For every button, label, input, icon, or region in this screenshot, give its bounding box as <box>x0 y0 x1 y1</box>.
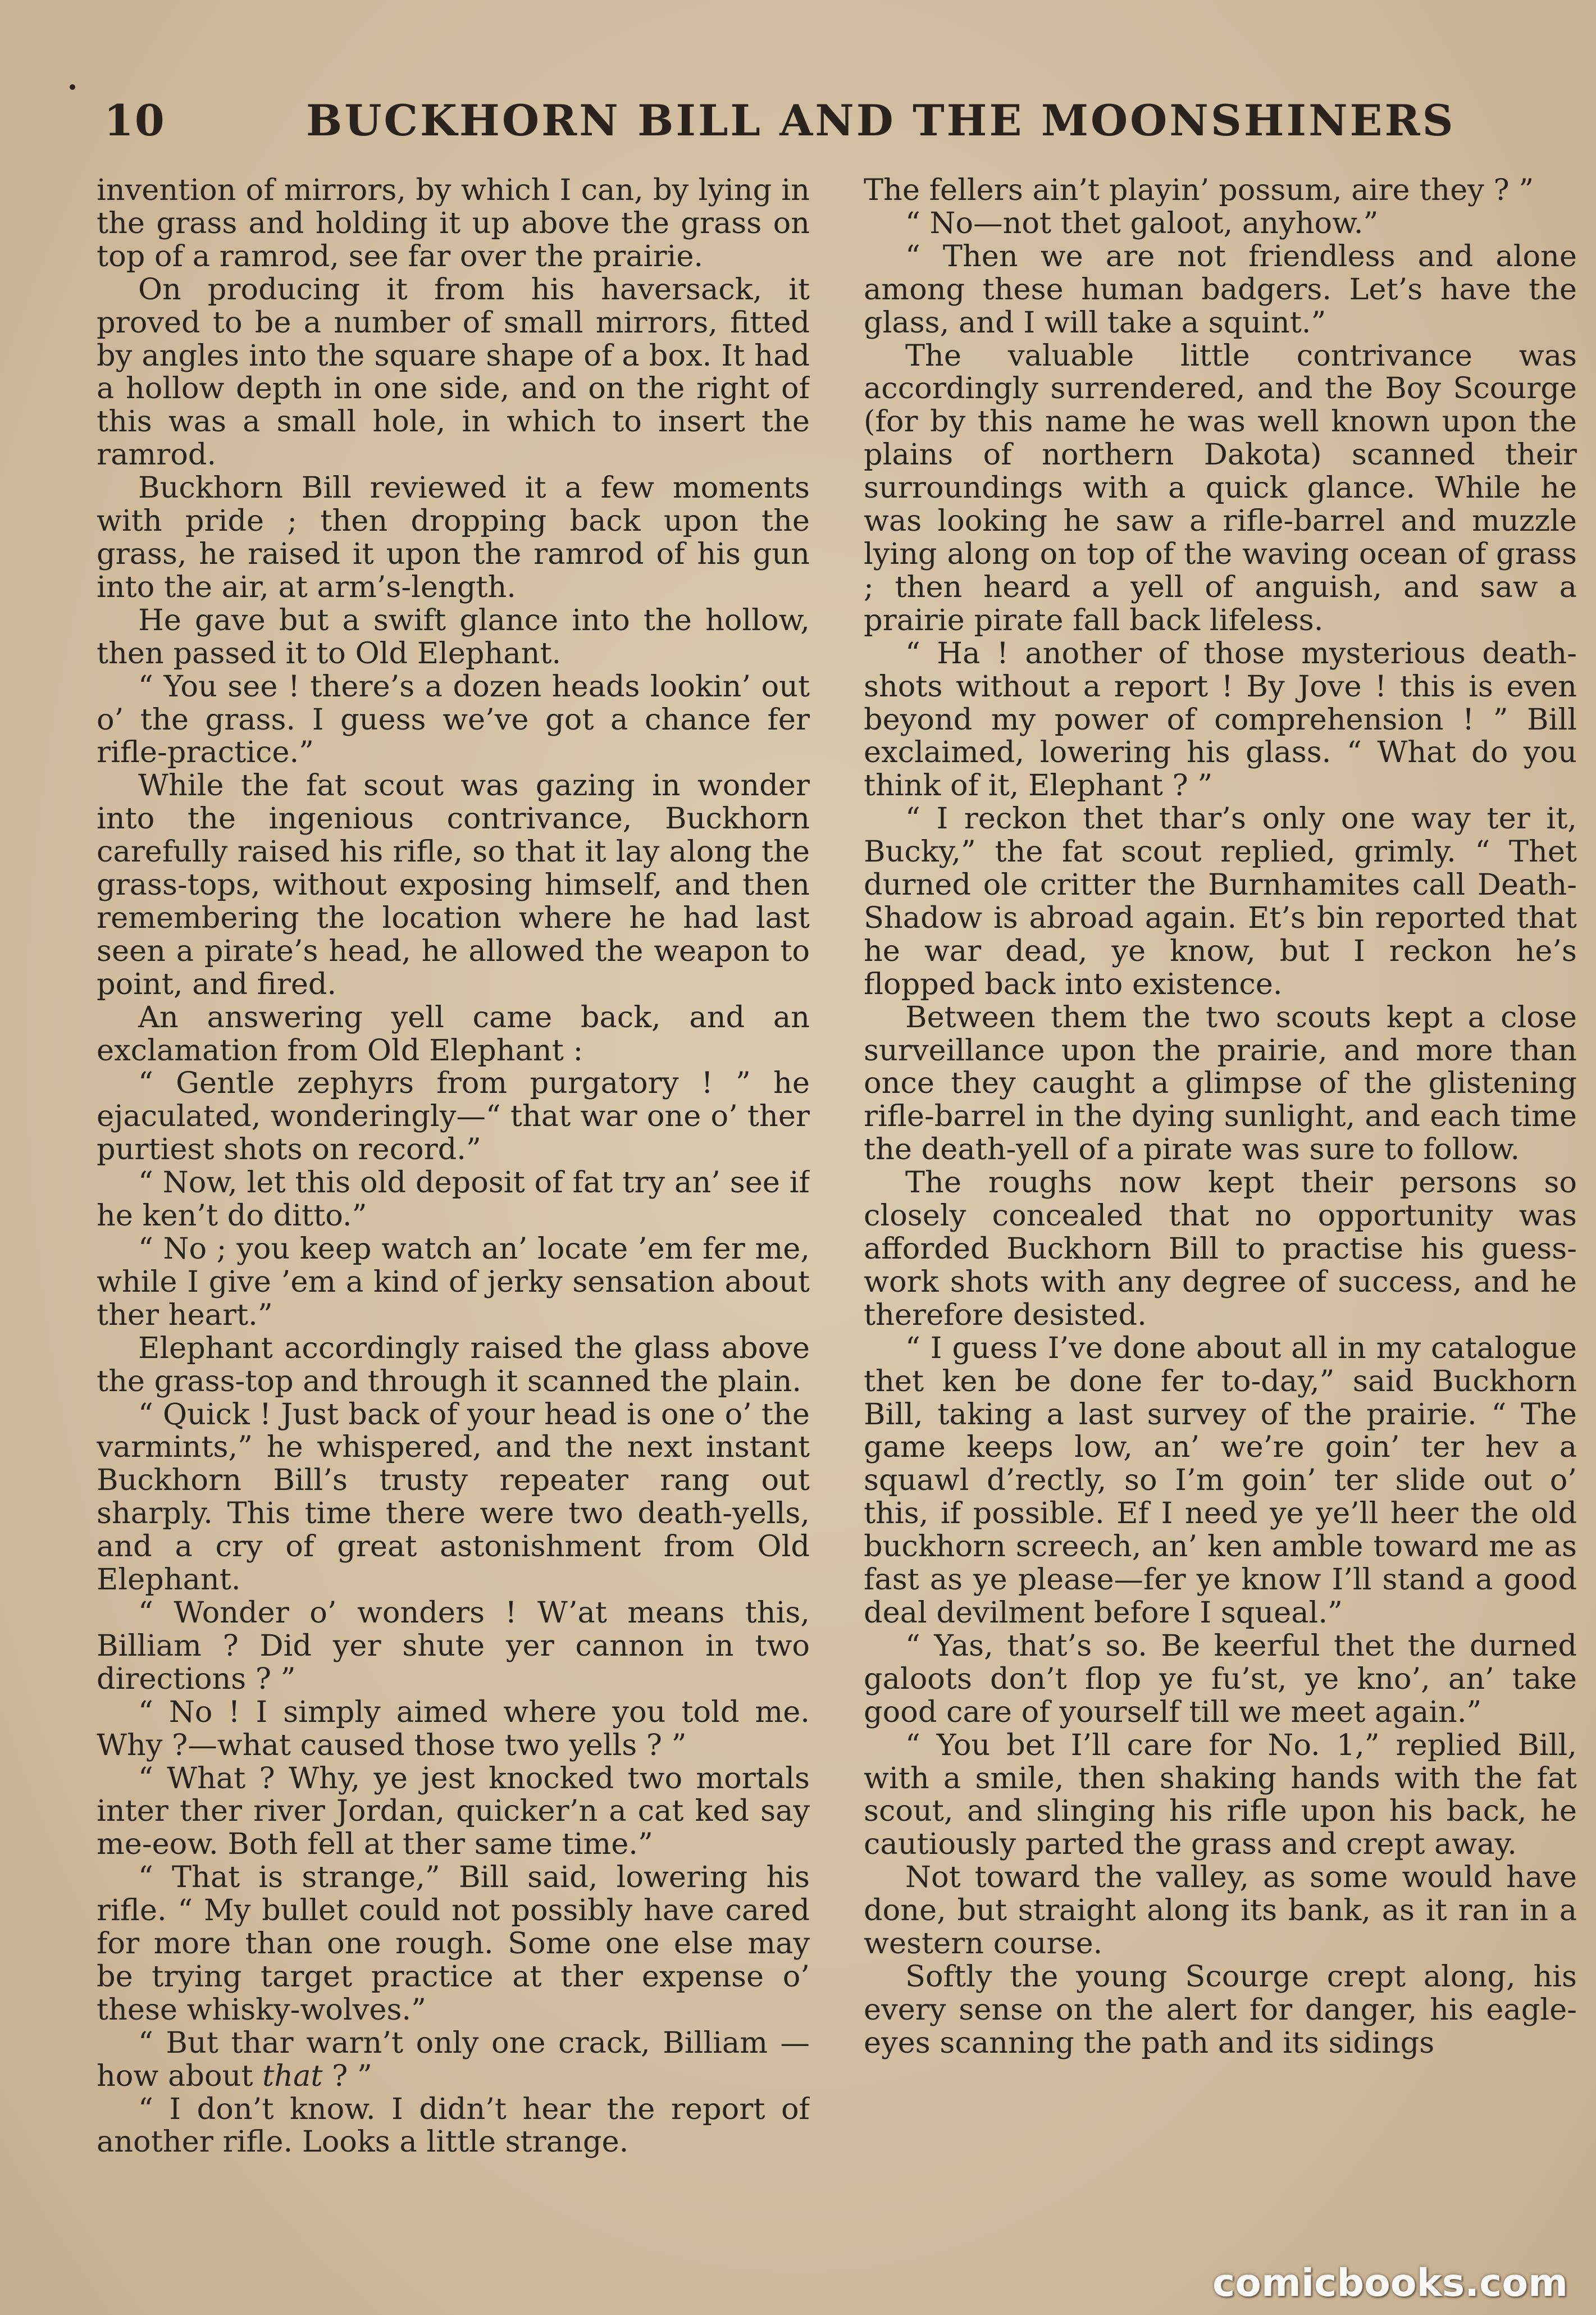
paragraph: “ I reckon thet thar’s only one way ter it, Bucky,” the fat scout replied, grimly. “ Thet durned ole critter the Burnhamites call Death-Shadow is abroad again. Et’s bin reported that he war dead, ye know, but I reckon he’s flopped back into existence. <box>864 801 1577 1001</box>
paragraph: Elephant accordingly raised the glass above the grass-top and through it scanned the plain. <box>97 1330 810 1398</box>
running-title: BUCKHORN BILL AND THE MOONSHINERS <box>306 95 1456 145</box>
paragraph: The roughs now kept their persons so closely concealed that no opportunity was afforded Buckhorn Bill to practise his guess-work shots with any degree of success, and he therefore desisted. <box>864 1165 1577 1332</box>
paragraph: The valuable little contrivance was accordingly surrendered, and the Boy Scourge (for by this name he was well known upon the plains of northern Dakota) scanned their surroundings with a quick glance. While he was looking he saw a rifle-barrel and muzzle lying along on top of the waving ocean of grass ; then heard a yell of anguish, and saw a prairie pirate fall back lifeless. <box>864 338 1577 637</box>
paragraph: The fellers ain’t playin’ possum, aire they ? ” <box>864 174 1534 207</box>
paragraph: “ No ; you keep watch an’ locate ’em fer me, while I give ’em a kind of jerky sensation about ther heart.” <box>97 1232 810 1332</box>
page-number: 10 <box>104 95 166 145</box>
ink-speck <box>70 84 75 90</box>
paragraph: “ What ? Why, ye jest knocked two mortals inter ther river Jordan, quicker’n a cat ked say me-eow. Both fell at ther same time.” <box>97 1761 810 1862</box>
paragraph: “ Now, let this old deposit of fat try an’ see if he ken’t do ditto.” <box>97 1165 810 1233</box>
paragraph: “ That is strange,” Bill said, lowering his rifle. “ My bullet could not possibly have cared for more than one rough. Some one else may be trying target practice at ther expense o’ these whisky-wolves.” <box>97 1860 810 2027</box>
paragraph: Buckhorn Bill reviewed it a few moments with pride ; then dropping back upon the grass, he raised it upon the ramrod of his gun into the air, at arm’s-length. <box>97 471 810 604</box>
right-text-column <box>864 174 1577 2263</box>
paragraph: On producing it from his haversack, it proved to be a number of small mirrors, fitted by angles into the square shape of a box. It had a hollow depth in one side, and on the right of this was a small hole, in which to insert the ramrod. <box>97 272 810 472</box>
paragraph: While the fat scout was gazing in wonder into the ingenious contrivance, Buckhorn carefully raised his rifle, so that it lay along the grass-tops, without exposing himself, and then remembering the location where he had last seen a pirate’s head, he allowed the weapon to point, and fired. <box>97 768 810 1001</box>
watermark-logo: comicbooks.com <box>1212 2261 1568 2305</box>
paragraph: “ Gentle zephyrs from purgatory ! ” he ejaculated, wonderingly—“ that war one o’ ther purtiest shots on record.” <box>97 1066 810 1167</box>
paragraph: “ Yas, that’s so. Be keerful thet the durned galoots don’t flop ye fu’st, ye kno’, an’ take good care of yourself till we meet again.” <box>864 1628 1577 1729</box>
paragraph: “ No ! I simply aimed where you told me. Why ?—what caused those two yells ? ” <box>97 1694 810 1762</box>
paragraph: Not toward the valley, as some would have done, but straight along its bank, as it ran in a western course. <box>864 1860 1577 1961</box>
paragraph: “ You bet I’ll care for No. 1,” replied Bill, with a smile, then shaking hands with the fat scout, and slinging his rifle upon his back, he cautiously parted the grass and crept away. <box>864 1728 1577 1862</box>
paragraph: “ You see ! there’s a dozen heads lookin’ out o’ the grass. I guess we’ve got a chance fer rifle-practice.” <box>97 669 810 770</box>
left-text-column <box>97 174 810 2263</box>
page-header <box>104 95 1553 157</box>
paragraph: Between them the two scouts kept a close surveillance upon the prairie, and more than once they caught a glimpse of the glistening rifle-barrel in the dying sunlight, and each time the death-yell of a pirate was sure to follow. <box>864 1000 1577 1167</box>
paragraph: “ I guess I’ve done about all in my catalogue thet ken be done fer to-day,” said Buckhorn Bill, taking a last survey of the prairie. “ The game keeps low, an’ we’re goin’ ter hev a squawl d’rectly, so I’m goin’ ter slide out o’ this, if possible. Ef I need ye ye’ll heer the old buckhorn screech, an’ ken amble toward me as fast as ye please—fer ye know I’ll stand a good deal devilment before I squeal.” <box>864 1330 1577 1630</box>
paragraph: He gave but a swift glance into the hollow, then passed it to Old Elephant. <box>97 603 810 671</box>
paragraph: “ Wonder o’ wonders ! W’at means this, Billiam ? Did yer shute yer cannon in two directions ? ” <box>97 1595 810 1696</box>
paragraph: “ Quick ! Just back of your head is one o’ the varmints,” he whispered, and the next instant Buckhorn Bill’s trusty repeater rang out sharply. This time there were two death-yells, and a cry of great astonishment from Old Elephant. <box>97 1397 810 1597</box>
paragraph: “ Then we are not friendless and alone among these human badgers. Let’s have the glass, and I will take a squint.” <box>864 239 1577 340</box>
paragraph: “ I don’t know. I didn’t hear the report of another rifle. Looks a little strange. <box>97 2091 810 2159</box>
paragraph: Softly the young Scourge crept along, his every sense on the alert for danger, his eagle-eyes scanning the path and its sidings <box>864 1959 1577 2060</box>
paragraph: An answering yell came back, and an exclamation from Old Elephant : <box>97 1000 810 1068</box>
paragraph: “ Ha ! another of those mysterious death-shots without a report ! By Jove ! this is even beyond my power of comprehension ! ” Bill exclaimed, lowering his glass. “ What do you think of it, Elephant ? ” <box>864 636 1577 803</box>
paragraph: “ No—not thet galoot, anyhow.” <box>905 206 1379 240</box>
paragraph: invention of mirrors, by which I can, by lying in the grass and holding it up above the grass on top of a ramrod, see far over the prairie. <box>97 174 810 274</box>
paragraph: “ But thar warn’t only one crack, Billiam —how about that ? ” <box>97 2025 810 2093</box>
